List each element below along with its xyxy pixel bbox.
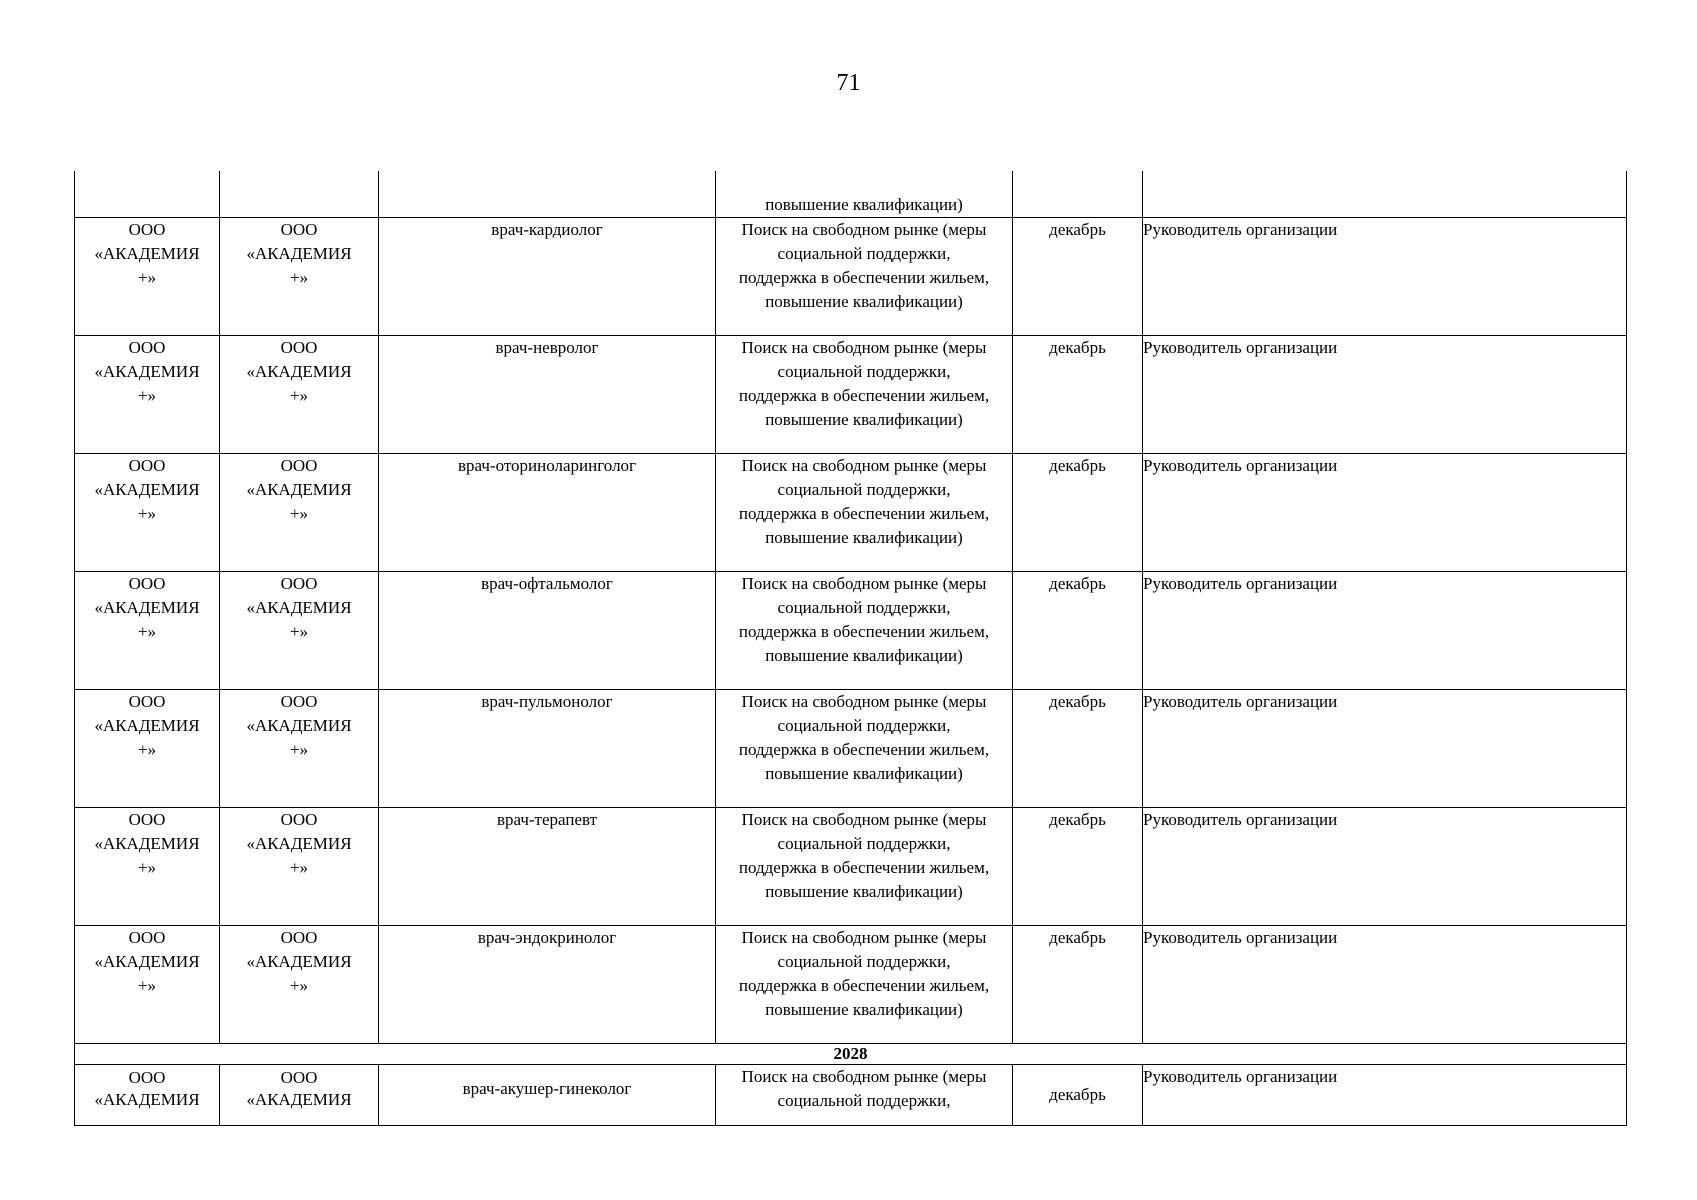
measure-line: поддержка в обеспечении жильем, xyxy=(738,740,990,759)
measure-line: социальной поддержки, xyxy=(777,244,951,263)
table-row xyxy=(75,572,1627,690)
org-cell xyxy=(75,690,220,808)
org-line: ООО xyxy=(128,928,166,947)
measure-line: Поиск на свободном рынке (меры xyxy=(741,574,987,593)
org-cell xyxy=(220,218,379,336)
org-line: ООО xyxy=(280,220,318,239)
org-line: «АКАДЕМИЯ xyxy=(94,480,200,499)
position-cell: врач-офтальмолог xyxy=(379,572,716,690)
org-line: +» xyxy=(289,858,309,877)
measure-line: социальной поддержки, xyxy=(777,480,951,499)
org-line: ООО xyxy=(128,456,166,475)
org-line: +» xyxy=(137,268,157,287)
measure-line: Поиск на свободном рынке (меры xyxy=(741,456,987,475)
org-line: ООО xyxy=(128,220,166,239)
measure-line: социальной поддержки, xyxy=(777,598,951,617)
org-line: «АКАДЕМИЯ xyxy=(94,1090,200,1109)
org-cell xyxy=(220,1065,379,1126)
org-cell xyxy=(75,572,220,690)
measure-line: социальной поддержки, xyxy=(777,716,951,735)
table-row xyxy=(75,454,1627,572)
org-line: ООО xyxy=(280,338,318,357)
org-line: «АКАДЕМИЯ xyxy=(246,598,352,617)
org-line: ООО xyxy=(128,692,166,711)
responsible-cell: Руководитель организации xyxy=(1143,808,1627,926)
measure-cell xyxy=(716,690,1013,808)
table-row xyxy=(75,690,1627,808)
org-line: «АКАДЕМИЯ xyxy=(94,952,200,971)
org-cell xyxy=(75,926,220,1044)
org-line: +» xyxy=(289,976,309,995)
staffing-plan-table xyxy=(74,171,1627,1126)
measure-line: поддержка в обеспечении жильем, xyxy=(738,386,990,405)
org-cell xyxy=(75,171,220,218)
measure-line: Поиск на свободном рынке (меры xyxy=(741,692,987,711)
page-number: 71 xyxy=(836,70,861,96)
org-line: +» xyxy=(137,504,157,523)
org-cell xyxy=(220,336,379,454)
org-line: ООО xyxy=(128,1068,166,1087)
org-line: +» xyxy=(137,740,157,759)
org-line: «АКАДЕМИЯ xyxy=(246,1090,352,1109)
measure-cell xyxy=(716,454,1013,572)
measure-line: социальной поддержки, xyxy=(777,362,951,381)
org-line: «АКАДЕМИЯ xyxy=(94,716,200,735)
year-section-row xyxy=(75,1044,1627,1065)
position-cell: врач-кардиолог xyxy=(379,218,716,336)
org-line: +» xyxy=(137,386,157,405)
org-line: ООО xyxy=(280,1068,318,1087)
year-label: 2028 xyxy=(75,1044,1627,1065)
org-cell xyxy=(75,454,220,572)
org-cell xyxy=(75,1065,220,1126)
measure-line: социальной поддержки, xyxy=(777,834,951,853)
org-cell xyxy=(220,171,379,218)
org-line: «АКАДЕМИЯ xyxy=(246,716,352,735)
measure-line: Поиск на свободном рынке (меры xyxy=(741,1067,987,1086)
org-line: +» xyxy=(289,386,309,405)
term-cell: декабрь xyxy=(1013,454,1143,572)
measure-cell xyxy=(716,1065,1013,1126)
org-cell xyxy=(220,572,379,690)
measure-line: повышение квалификации) xyxy=(765,1000,963,1019)
measure-line: повышение квалификации) xyxy=(765,292,963,311)
position-cell xyxy=(379,171,716,218)
measure-line: повышение квалификации) xyxy=(765,410,963,429)
measure-line: повышение квалификации) xyxy=(765,764,963,783)
term-cell: декабрь xyxy=(1013,218,1143,336)
measure-cell xyxy=(716,926,1013,1044)
measure-line: Поиск на свободном рынке (меры xyxy=(741,810,987,829)
org-line: ООО xyxy=(128,810,166,829)
org-line: ООО xyxy=(280,810,318,829)
position-cell: врач-невролог xyxy=(379,336,716,454)
org-cell xyxy=(220,690,379,808)
org-line: ООО xyxy=(280,692,318,711)
term-cell xyxy=(1013,171,1143,218)
continued-row xyxy=(75,171,1627,218)
responsible-cell: Руководитель организации xyxy=(1143,336,1627,454)
org-cell xyxy=(75,336,220,454)
term-cell: декабрь xyxy=(1013,926,1143,1044)
measure-cell xyxy=(716,336,1013,454)
org-line: +» xyxy=(289,740,309,759)
org-line: «АКАДЕМИЯ xyxy=(246,834,352,853)
responsible-cell: Руководитель организации xyxy=(1143,1065,1627,1126)
measure-line: Поиск на свободном рынке (меры xyxy=(741,338,987,357)
org-line: ООО xyxy=(280,574,318,593)
org-line: «АКАДЕМИЯ xyxy=(94,244,200,263)
responsible-cell: Руководитель организации xyxy=(1143,926,1627,1044)
measure-line: Поиск на свободном рынке (меры xyxy=(741,220,987,239)
term-cell: декабрь xyxy=(1013,336,1143,454)
org-line: «АКАДЕМИЯ xyxy=(94,362,200,381)
measure-line: повышение квалификации) xyxy=(765,646,963,665)
table-row xyxy=(75,218,1627,336)
org-line: «АКАДЕМИЯ xyxy=(94,598,200,617)
org-line: ООО xyxy=(128,574,166,593)
measure-line: социальной поддержки, xyxy=(777,952,951,971)
measure-line: повышение квалификации) xyxy=(765,195,963,214)
org-line: ООО xyxy=(280,928,318,947)
org-line: «АКАДЕМИЯ xyxy=(246,952,352,971)
org-cell xyxy=(220,926,379,1044)
responsible-cell: Руководитель организации xyxy=(1143,690,1627,808)
org-cell xyxy=(220,454,379,572)
position-cell: врач-пульмонолог xyxy=(379,690,716,808)
org-line: +» xyxy=(289,504,309,523)
position-cell: врач-акушер-гинеколог xyxy=(379,1065,716,1126)
measure-cell xyxy=(716,218,1013,336)
measure-line: поддержка в обеспечении жильем, xyxy=(738,268,990,287)
measure-line: поддержка в обеспечении жильем, xyxy=(738,976,990,995)
position-cell: врач-терапевт xyxy=(379,808,716,926)
org-line: +» xyxy=(137,976,157,995)
org-line: +» xyxy=(137,622,157,641)
table-row xyxy=(75,926,1627,1044)
position-cell: врач-эндокринолог xyxy=(379,926,716,1044)
table-row xyxy=(75,336,1627,454)
table-row xyxy=(75,1065,1627,1126)
org-line: ООО xyxy=(280,456,318,475)
term-cell: декабрь xyxy=(1013,690,1143,808)
responsible-cell xyxy=(1143,171,1627,218)
org-line: +» xyxy=(289,268,309,287)
term-cell: декабрь xyxy=(1013,572,1143,690)
org-line: ООО xyxy=(128,338,166,357)
org-line: «АКАДЕМИЯ xyxy=(94,834,200,853)
org-line: +» xyxy=(137,858,157,877)
org-cell xyxy=(75,218,220,336)
term-cell: декабрь xyxy=(1013,1065,1143,1126)
table-row xyxy=(75,808,1627,926)
measure-line: повышение квалификации) xyxy=(765,528,963,547)
measure-line: поддержка в обеспечении жильем, xyxy=(738,504,990,523)
responsible-cell: Руководитель организации xyxy=(1143,572,1627,690)
org-line: +» xyxy=(289,622,309,641)
measure-line: Поиск на свободном рынке (меры xyxy=(741,928,987,947)
position-cell: врач-оториноларинголог xyxy=(379,454,716,572)
measure-line: поддержка в обеспечении жильем, xyxy=(738,858,990,877)
measure-cell xyxy=(716,171,1013,218)
org-line: «АКАДЕМИЯ xyxy=(246,480,352,499)
measure-line: повышение квалификации) xyxy=(765,882,963,901)
measure-line: поддержка в обеспечении жильем, xyxy=(738,622,990,641)
org-line: «АКАДЕМИЯ xyxy=(246,362,352,381)
responsible-cell: Руководитель организации xyxy=(1143,218,1627,336)
measure-cell xyxy=(716,808,1013,926)
org-line: «АКАДЕМИЯ xyxy=(246,244,352,263)
org-cell xyxy=(220,808,379,926)
org-cell xyxy=(75,808,220,926)
measure-cell xyxy=(716,572,1013,690)
responsible-cell: Руководитель организации xyxy=(1143,454,1627,572)
measure-line: социальной поддержки, xyxy=(777,1091,951,1110)
term-cell: декабрь xyxy=(1013,808,1143,926)
